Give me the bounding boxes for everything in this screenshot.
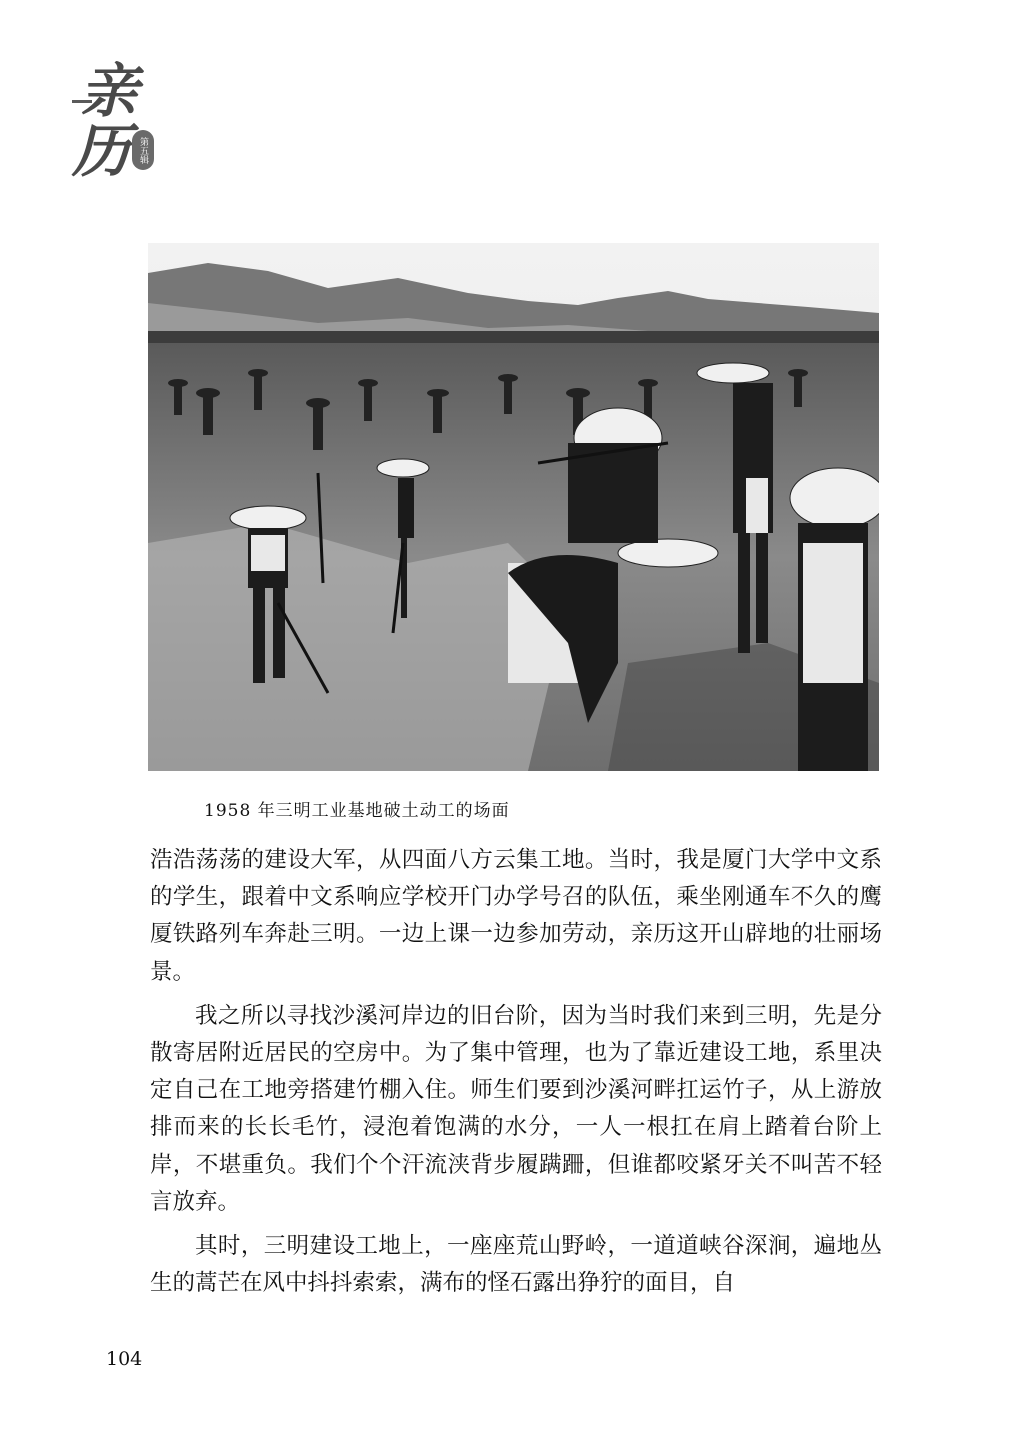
construction-site-photo: [148, 243, 879, 771]
logo-volume-tag: 第五辑: [132, 130, 154, 170]
photo-illustration: [148, 243, 879, 771]
photo-caption: 1958 年三明工业基地破土动工的场面: [204, 801, 510, 821]
paragraph: 浩浩荡荡的建设大军，从四面八方云集工地。当时，我是厦门大学中文系的学生，跟着中文系响应学校开门办学号召的队伍，乘坐刚通车不久的鹰厦铁路列车奔赴三明。一边上课一边参加劳动，亲历这开山辟地的壮丽场景。: [150, 847, 882, 985]
logo-char-li: 历: [72, 117, 131, 185]
paragraph: 我之所以寻找沙溪河岸边的旧台阶，因为当时我们来到三明，先是分散寄居附近居民的空房中。为了集中管理，也为了靠近建设工地，系里决定自己在工地旁搭建竹棚入住。师生们要到沙溪河畔扛运竹子，从上游放排而来的长长毛竹，浸泡着饱满的水分，一人一根扛在肩上踏着台阶上岸，不堪重负。我们个个汗流浃背步履蹒跚，但谁都咬紧牙关不叫苦不轻言放弃。: [150, 1002, 882, 1215]
paragraph: 其时，三明建设工地上，一座座荒山野岭，一道道峡谷深涧，遍地丛生的蒿芒在风中抖抖索索，满布的怪石露出狰狞的面目，自: [150, 1233, 882, 1297]
logo-char-qin: 亲: [80, 57, 139, 125]
book-logo: [72, 57, 162, 185]
page-number: 104: [106, 1348, 143, 1370]
article-body: [150, 842, 882, 1309]
